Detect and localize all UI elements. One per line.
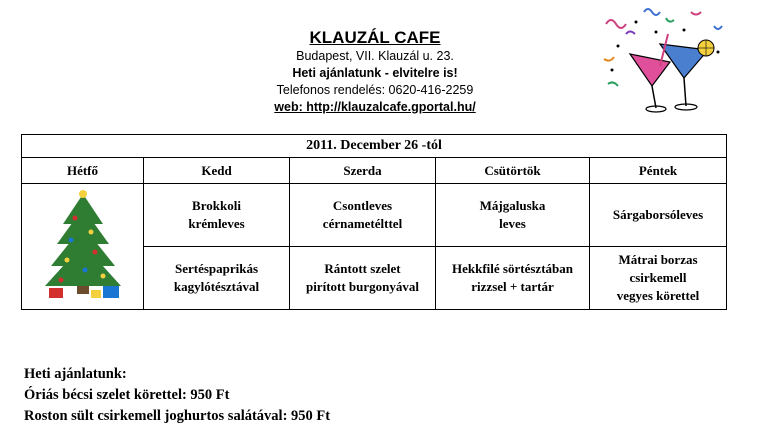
- offers-heading: Heti ajánlatunk:: [24, 366, 127, 382]
- soup-friday: Sárgaborsóleves: [590, 184, 727, 247]
- address: Budapest, VII. Klauzál u. 23.: [296, 49, 454, 63]
- offer-item: Roston sült csirkemell joghurtos salátával: 950 Ft: [24, 408, 331, 424]
- main-tuesday: Sertéspaprikás kagylótésztával: [144, 247, 290, 310]
- soup-tuesday: Brokkoli krémleves: [144, 184, 290, 247]
- soup-thursday: Májgaluska leves: [436, 184, 590, 247]
- web-link[interactable]: web: http://klauzalcafe.gportal.hu/: [274, 100, 476, 114]
- header: [230, 28, 520, 116]
- christmas-tree-icon: [33, 186, 133, 302]
- weekly-menu-table: [21, 134, 727, 310]
- offer-item: Óriás bécsi szelet körettel: 950 Ft: [24, 387, 230, 403]
- weekly-offers: [24, 364, 330, 427]
- main-wednesday: Rántott szelet pirított burgonyával: [290, 247, 436, 310]
- cafe-title: KLAUZÁL CAFE: [309, 28, 441, 47]
- day-thursday: Csütörtök: [436, 158, 590, 184]
- tagline: Heti ajánlatunk - elvitelre is!: [292, 66, 458, 80]
- monday-cell: [22, 184, 144, 310]
- menu-date: 2011. December 26 -tól: [22, 135, 727, 158]
- main-thursday: Hekkfilé sörtésztában rizzsel + tartár: [436, 247, 590, 310]
- cocktail-glasses-icon: [596, 4, 730, 114]
- soup-wednesday: Csontleves cérnametélttel: [290, 184, 436, 247]
- day-monday: Hétfő: [22, 158, 144, 184]
- day-wednesday: Szerda: [290, 158, 436, 184]
- main-friday: Mátrai borzas csirkemell vegyes körettel: [590, 247, 727, 310]
- phone: Telefonos rendelés: 0620-416-2259: [276, 83, 474, 97]
- day-friday: Péntek: [590, 158, 727, 184]
- day-tuesday: Kedd: [144, 158, 290, 184]
